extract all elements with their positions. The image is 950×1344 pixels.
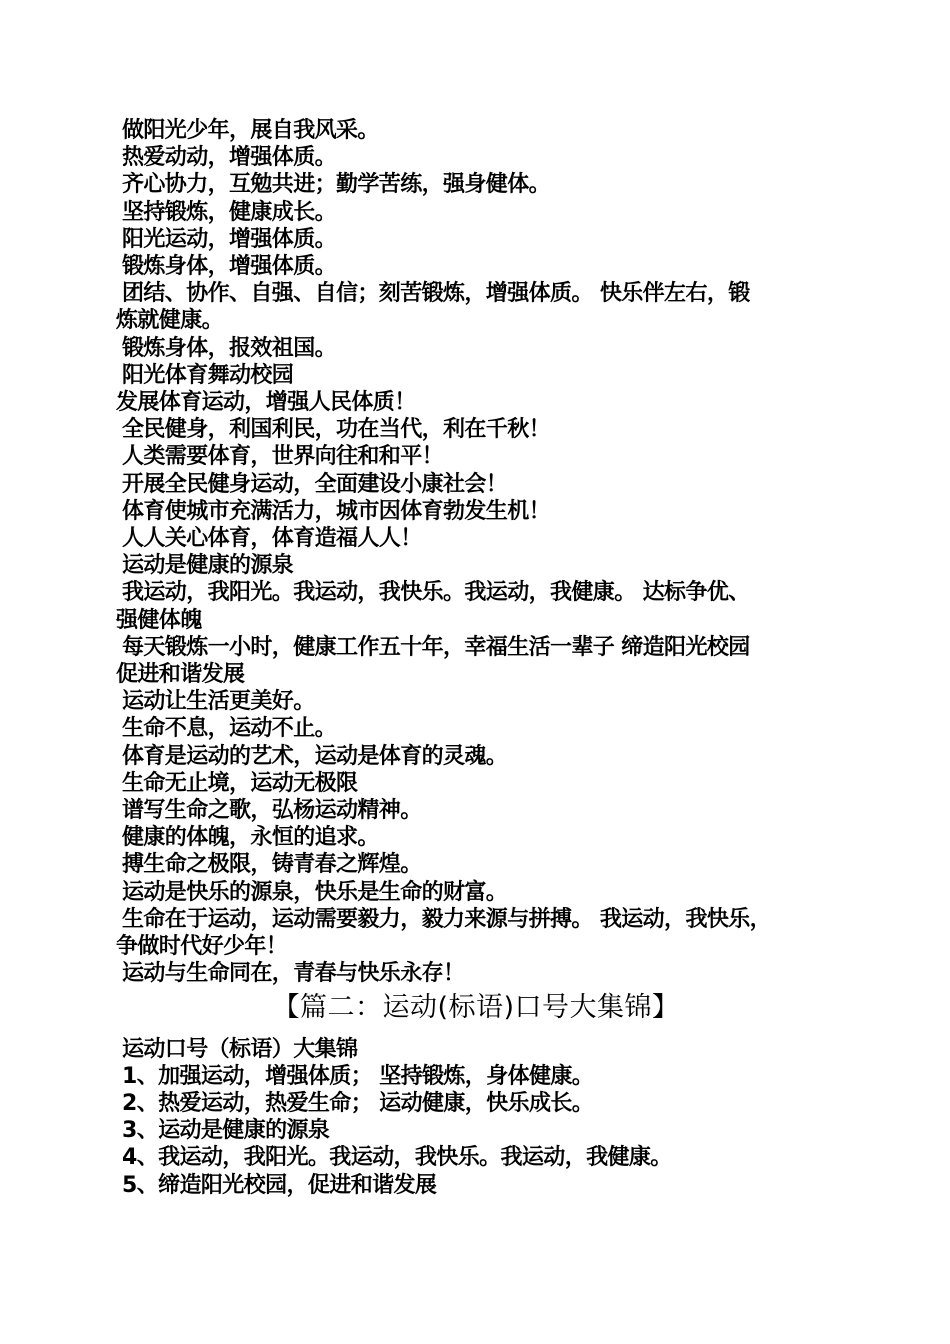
slogan-line: 做阳光少年，展自我风采。 <box>122 118 379 143</box>
section-subtitle: 运动口号（标语）大集锦 <box>122 1036 358 1062</box>
slogan-line: 发展体育运动，增强人民体质！ <box>116 390 416 416</box>
numbered-item: 5、缔造阳光校园，促进和谐发展 <box>122 1172 437 1198</box>
slogan-line: 体育是运动的艺术，运动是体育的灵魂。 <box>122 743 508 769</box>
slogan-line: 生命在于运动，运动需要毅力，毅力来源与拼搏。 我运动，我快乐， <box>122 906 772 932</box>
slogan-line: 搏生命之极限，铸青春之辉煌。 <box>122 852 422 878</box>
numbered-item: 3、运动是健康的源泉 <box>122 1118 330 1144</box>
slogan-line: 阳光运动，增强体质。 <box>122 226 337 252</box>
slogan-line: 运动与生命同在，青春与快乐永存！ <box>122 961 465 987</box>
document-content <box>116 117 836 1199</box>
slogan-line: 人类需要体育，世界向往和和平！ <box>122 444 444 470</box>
slogan-line: 运动是健康的源泉 <box>122 553 294 579</box>
slogan-line: 健康的体魄，永恒的追求。 <box>122 825 379 851</box>
numbered-item: 2、热爱运动，热爱生命； 运动健康，快乐成长。 <box>122 1090 594 1116</box>
slogan-line: 生命不息，运动不止。 <box>122 716 337 742</box>
numbered-item: 4、我运动，我阳光。我运动，我快乐。我运动，我健康。 <box>122 1145 672 1171</box>
numbered-item: 1、加强运动，增强体质； 坚持锻炼，身体健康。 <box>122 1063 594 1089</box>
slogan-line: 体育使城市充满活力，城市因体育勃发生机！ <box>122 498 551 524</box>
slogan-list <box>116 117 836 988</box>
slogan-line: 开展全民健身运动，全面建设小康社会！ <box>122 471 508 497</box>
slogan-line: 齐心协力，互勉共进；勤学苦练，强身健体。 <box>122 172 551 198</box>
slogan-line: 每天锻炼一小时，健康工作五十年，幸福生活一辈子 缔造阳光校园 <box>122 634 750 660</box>
slogan-line: 锻炼身体，增强体质。 <box>122 254 337 280</box>
slogan-line: 强健体魄 <box>116 607 202 633</box>
slogan-line: 坚持锻炼，健康成长。 <box>122 199 337 225</box>
slogan-line: 运动是快乐的源泉，快乐是生命的财富。 <box>122 879 508 905</box>
slogan-line: 人人关心体育，体育造福人人！ <box>122 526 422 552</box>
slogan-line: 锻炼身体，报效祖国。 <box>122 335 337 361</box>
slogan-line: 我运动，我阳光。我运动，我快乐。我运动，我健康。 达标争优、 <box>122 580 750 606</box>
slogan-line: 热爱动动，增强体质。 <box>122 145 337 171</box>
slogan-line: 阳光体育舞动校园 <box>122 362 294 388</box>
slogan-line: 生命无止境，运动无极限 <box>122 770 358 796</box>
numbered-list <box>116 1063 836 1199</box>
slogan-line: 谱写生命之歌，弘杨运动精神。 <box>122 798 422 824</box>
slogan-line: 促进和谐发展 <box>116 662 245 688</box>
slogan-line: 全民健身，利国利民，功在当代，利在千秋！ <box>122 417 551 443</box>
slogan-line: 争做时代好少年！ <box>116 934 288 960</box>
slogan-line: 运动让生活更美好。 <box>122 689 315 715</box>
slogan-line: 炼就健康。 <box>116 308 224 334</box>
section-heading: 【篇二：运动(标语)口号大集锦】 <box>272 991 680 1023</box>
slogan-line: 团结、协作、自强、自信；刻苦锻炼，增强体质。 快乐伴左右，锻 <box>122 281 750 307</box>
